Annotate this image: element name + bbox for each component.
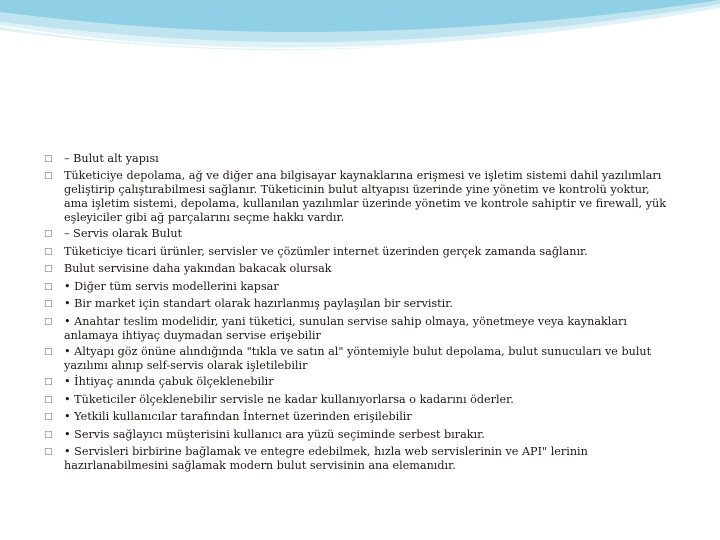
list-item — [44, 245, 674, 260]
list-item-text: • Yetkili kullanıcılar tarafından İnternet üzerinden erişilebilir — [64, 410, 412, 424]
list-item-text: • Tüketiciler ölçeklenebilir servisle ne kadar kullanıyorlarsa o kadarını öderler. — [64, 392, 514, 406]
list-item — [44, 280, 674, 295]
list-item-text: Bulut servisine daha yakından bakacak olursak — [64, 262, 332, 276]
list-item — [44, 445, 674, 473]
list-item-text: • Servisleri birbirine bağlamak ve entegre edebilmek, hızla web servislerinin ve API" lerinin hazırlanabilmesini sağlamak modern bulut servisinin ana elemanıdır. — [64, 445, 588, 473]
bullet-marker-icon: □ — [44, 394, 53, 405]
list-item-text: • Bir market için standart olarak hazırlanmış paylaşılan bir servistir. — [64, 297, 453, 311]
list-item — [44, 345, 674, 373]
list-item — [44, 315, 674, 343]
list-item-text: – Servis olarak Bulut — [64, 227, 183, 241]
bullet-marker-icon: □ — [44, 347, 53, 358]
list-item — [44, 152, 674, 167]
bullet-marker-icon: □ — [44, 429, 53, 440]
header-wave-decoration — [0, 0, 720, 60]
bullet-marker-icon: □ — [44, 447, 53, 458]
bullet-marker-icon: □ — [44, 377, 53, 388]
list-item — [44, 169, 674, 224]
list-item — [44, 428, 674, 443]
list-item-text: • Altyapı göz önüne alındığında "tıkla ve satın al" yöntemiyle bulut depolama, bulut sunucuları ve bulut yazılımı alınıp self-servis olarak işletilebilir — [64, 345, 652, 372]
list-item-text: • Diğer tüm servis modellerini kapsar — [64, 279, 279, 293]
bullet-marker-icon: □ — [44, 229, 53, 240]
list-item — [44, 262, 674, 277]
bullet-marker-icon: □ — [44, 154, 53, 164]
list-item-text: • İhtiyaç anında çabuk ölçeklenebilir — [64, 375, 274, 389]
list-item — [44, 375, 674, 390]
bullet-marker-icon: □ — [44, 281, 53, 292]
bullet-marker-icon: □ — [44, 299, 53, 310]
bullet-marker-icon: □ — [44, 264, 53, 275]
bullet-marker-icon: □ — [44, 412, 53, 423]
list-item — [44, 410, 674, 425]
list-item-text: • Servis sağlayıcı müşterisini kullanıcı ara yüzü seçiminde serbest bırakır. — [64, 427, 485, 441]
list-item-text: Tüketiciye ticari ürünler, servisler ve çözümler internet üzerinden gerçek zamanda sağlanır. — [64, 244, 588, 258]
list-item-text: • Anahtar teslim modelidir, yani tüketici, sunulan servise sahip olmaya, yönetmeye veya kaynakları anlamaya ihtiyaç duymadan servise erişebilir — [64, 314, 627, 342]
bullet-list — [44, 152, 674, 476]
list-item — [44, 227, 674, 242]
list-item-text: – Bulut alt yapısı — [64, 152, 159, 165]
list-item — [44, 393, 674, 408]
bullet-marker-icon: □ — [44, 171, 53, 182]
bullet-marker-icon: □ — [44, 316, 53, 327]
list-item — [44, 297, 674, 312]
list-item-text: Tüketiciye depolama, ağ ve diğer ana bilgisayar kaynaklarına erişmesi ve işletim sistemi dahil yazılımları geliştirip çalıştırabilmesi sağlanır. Tüketicinin bulut altyapısı üzerinde yine yönetim ve kontrolü yoktur, ama işletim sistemi, depolama, kullanılan yazılımlar üzerinde yönetim ve kontrole sahiptir ve firewall, yük eşleyiciler gibi ağ parçalarını seçme hakkı vardır. — [64, 169, 666, 224]
bullet-marker-icon: □ — [44, 246, 53, 257]
